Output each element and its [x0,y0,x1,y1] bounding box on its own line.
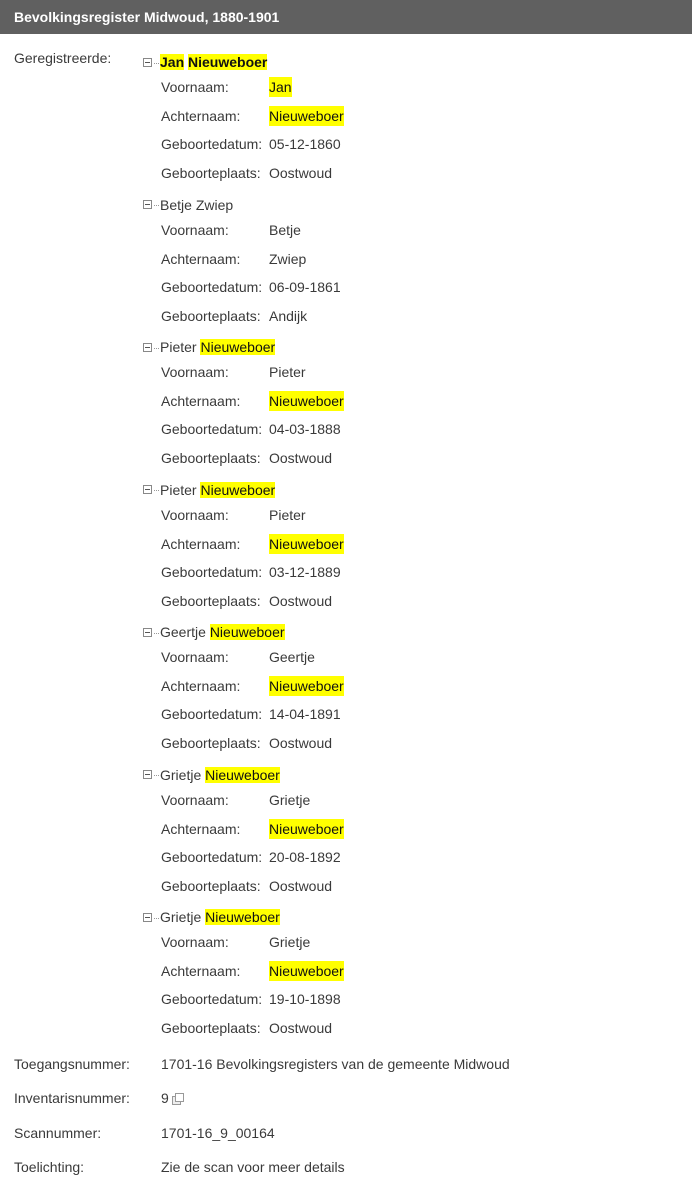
field-label: Achternaam: [161,535,241,552]
field-first-name [161,790,310,810]
tree-connector [154,490,159,491]
person-last-name: Nieuweboer [205,909,280,925]
field-last-name [161,961,344,981]
field-label: Geboortedatum: [161,991,263,1007]
inventory-number-row [0,1088,692,1108]
field-label: Voornaam: [161,364,229,380]
field-birth-place [161,1018,332,1038]
person-entry [143,907,683,1050]
person-entry [143,52,683,195]
collapse-toggle-icon[interactable] [143,58,152,67]
field-last-name [161,676,344,696]
field-value: Grietje [269,934,311,950]
field-first-name [161,362,306,382]
field-value: Jan [269,79,292,95]
registered-label: Geregistreerde: [14,50,112,66]
field-label: Geboorteplaats: [161,735,261,751]
field-label: Geboorteplaats: [161,450,261,466]
person-name [143,765,683,785]
field-first-name [161,647,315,667]
field-value: Pieter [269,364,306,380]
field-value: 14-04-1891 [269,706,341,722]
field-label: Voornaam: [161,506,229,523]
field-label: Geboorteplaats: [161,307,261,324]
scan-number-row [0,1123,692,1143]
field-value: Oostwoud [269,877,333,894]
person-name [143,52,683,72]
field-value: Geertje [269,649,315,665]
person-first-name: Betje [160,196,192,213]
field-label: Voornaam: [161,221,229,238]
collapse-toggle-icon[interactable] [143,770,152,779]
tree-connector [154,775,159,776]
field-last-name [161,391,344,411]
inventory-number-value[interactable]: 9 [161,1090,169,1106]
field-value: Andijk [269,307,308,324]
field-label: Achternaam: [161,393,241,409]
field-value: Nieuweboer [269,393,344,409]
person-last-name: Nieuweboer [188,54,268,70]
tree-connector [154,633,159,634]
field-label: Geboortedatum: [161,278,263,295]
person-first-name: Grietje [160,766,202,783]
field-value: Betje [269,221,301,238]
field-label: Geboortedatum: [161,848,263,865]
field-label: Voornaam: [161,934,229,950]
field-label: Voornaam: [161,649,229,665]
person-first-name: Pieter [160,339,197,355]
page-title: Bevolkingsregister Midwoud, 1880-1901 [14,9,280,25]
person-last-name: Nieuweboer [200,339,276,355]
access-number-row [0,1054,692,1074]
person-entry [143,195,683,338]
person-first-name: Grietje [160,909,202,925]
field-label: Geboorteplaats: [161,1020,261,1036]
field-value: 03-12-1889 [269,563,341,580]
field-first-name [161,220,301,240]
field-first-name [161,77,292,97]
field-birth-place [161,733,332,753]
field-label: Geboortedatum: [161,563,263,580]
field-label: Geboorteplaats: [161,165,261,181]
person-first-name: Geertje [160,624,206,640]
field-birth-date [161,277,341,297]
field-value: 19-10-1898 [269,991,341,1007]
field-value: 04-03-1888 [269,421,341,437]
field-birth-date [161,134,341,154]
field-last-name [161,534,344,554]
collapse-toggle-icon[interactable] [143,628,152,637]
inventory-number-label: Inventarisnummer: [14,1090,130,1106]
field-value: Oostwoud [269,735,333,751]
field-birth-place [161,876,332,896]
field-birth-place [161,448,332,468]
explanation-label: Toelichting: [14,1159,85,1175]
scan-number-label: Scannummer: [14,1125,102,1141]
field-value: 05-12-1860 [269,136,341,152]
field-label: Geboorteplaats: [161,592,261,609]
field-label: Voornaam: [161,79,229,95]
field-label: Geboortedatum: [161,706,263,722]
field-value: Nieuweboer [269,963,344,979]
tree-connector [154,63,159,64]
field-value: Oostwoud [269,592,333,609]
access-number-label: Toegangsnummer: [14,1056,130,1072]
person-last-name: Nieuweboer [209,624,285,640]
field-birth-place [161,306,307,326]
field-value: Oostwoud [269,1020,333,1036]
field-label: Voornaam: [161,791,229,808]
scan-number-value: 1701-16_9_00164 [161,1125,275,1141]
field-last-name [161,819,344,839]
field-value: Oostwoud [269,450,333,466]
inventory-number-cell [161,1088,183,1108]
external-link-icon[interactable] [172,1093,183,1104]
access-number-value: 1701-16 Bevolkingsregisters van de gemeente Midwoud [161,1056,510,1072]
field-birth-place [161,591,332,611]
person-first-name: Jan [160,54,185,70]
field-label: Achternaam: [161,250,241,267]
field-first-name [161,932,310,952]
field-value: 20-08-1892 [269,848,341,865]
field-label: Geboortedatum: [161,421,263,437]
field-value: Nieuweboer [269,535,344,552]
person-entry [143,480,683,623]
field-birth-date [161,847,341,867]
person-entry [143,765,683,908]
field-label: Achternaam: [161,108,241,124]
field-label: Geboorteplaats: [161,877,261,894]
field-label: Achternaam: [161,820,241,837]
explanation-row [0,1157,692,1177]
field-value: Zwiep [269,250,307,267]
field-value: Nieuweboer [269,678,344,694]
tree-connector [154,918,159,919]
collapse-toggle-icon[interactable] [143,485,152,494]
collapse-toggle-icon[interactable] [143,200,152,209]
field-value: Grietje [269,791,311,808]
tree-connector [154,348,159,349]
person-name [143,480,683,500]
person-first-name: Pieter [160,481,197,498]
field-birth-date [161,704,341,724]
field-value: Nieuweboer [269,820,344,837]
collapse-toggle-icon[interactable] [143,913,152,922]
person-entry [143,337,683,480]
field-birth-place [161,163,332,183]
field-value: Nieuweboer [269,108,344,124]
person-last-name: Nieuweboer [205,766,280,783]
field-value: Oostwoud [269,165,333,181]
collapse-toggle-icon[interactable] [143,343,152,352]
person-last-name: Zwiep [195,196,234,213]
field-label: Geboortedatum: [161,136,263,152]
field-birth-date [161,419,341,439]
field-value: Pieter [269,506,306,523]
field-last-name [161,249,306,269]
field-label: Achternaam: [161,678,241,694]
person-entry [143,622,683,765]
person-name [143,337,683,357]
page-header [0,0,692,34]
field-birth-date [161,989,341,1009]
person-name [143,622,683,642]
field-birth-date [161,562,341,582]
person-last-name: Nieuweboer [200,481,276,498]
field-value: 06-09-1861 [269,278,341,295]
person-name [143,195,683,215]
field-label: Achternaam: [161,963,241,979]
field-first-name [161,505,306,525]
tree-connector [154,205,159,206]
field-last-name [161,106,344,126]
person-list [143,52,683,1050]
explanation-value: Zie de scan voor meer details [161,1159,345,1175]
person-name [143,907,683,927]
